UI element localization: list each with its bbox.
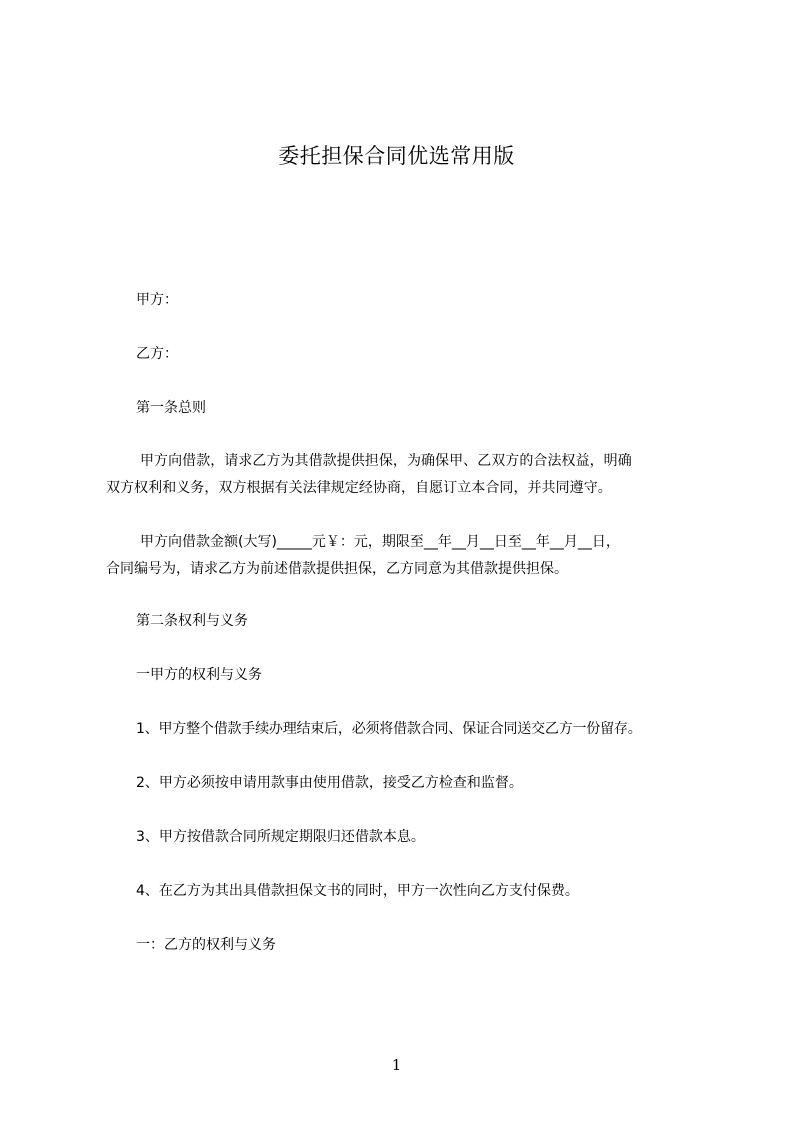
- page-number: 1: [391, 1056, 402, 1074]
- article-1-paragraph-1-line-1: 甲方向借款，请求乙方为其借款提供担保，为确保甲、乙双方的合法权益，明确: [140, 453, 632, 469]
- article-1-heading: 第一条总则: [136, 400, 206, 416]
- list-item: 2、甲方必须按申请用款事由使用借款，接受乙方检查和监督。: [136, 775, 523, 791]
- party-a-label: 甲方：: [136, 292, 178, 308]
- section-b-heading: 一：乙方的权利与义务: [136, 937, 276, 953]
- list-item: 3、甲方按借款合同所规定期限归还借款本息。: [136, 829, 425, 845]
- article-2-heading: 第二条权利与义务: [136, 613, 248, 629]
- list-item: 1、甲方整个借款手续办理结束后，必须将借款合同、保证合同送交乙方一份留存。: [136, 721, 642, 737]
- party-b-label: 乙方：: [136, 346, 178, 362]
- section-a-heading: 一甲方的权利与义务: [136, 667, 262, 683]
- article-1-paragraph-2-line-1: 甲方向借款金额(大写)_____元￥：元，期限至__年__月__日至__年__月__日，: [140, 534, 620, 550]
- document-title: 委托担保合同优选常用版: [278, 144, 515, 168]
- article-1-paragraph-2-line-2: 合同编号为，请求乙方为前述借款提供担保，乙方同意为其借款提供担保。: [106, 561, 568, 577]
- list-item: 4、在乙方为其出具借款担保文书的同时，甲方一次性向乙方支付保费。: [136, 883, 579, 899]
- article-1-paragraph-1-line-2: 双方权利和义务，双方根据有关法律规定经协商，自愿订立本合同，并共同遵守。: [106, 480, 612, 496]
